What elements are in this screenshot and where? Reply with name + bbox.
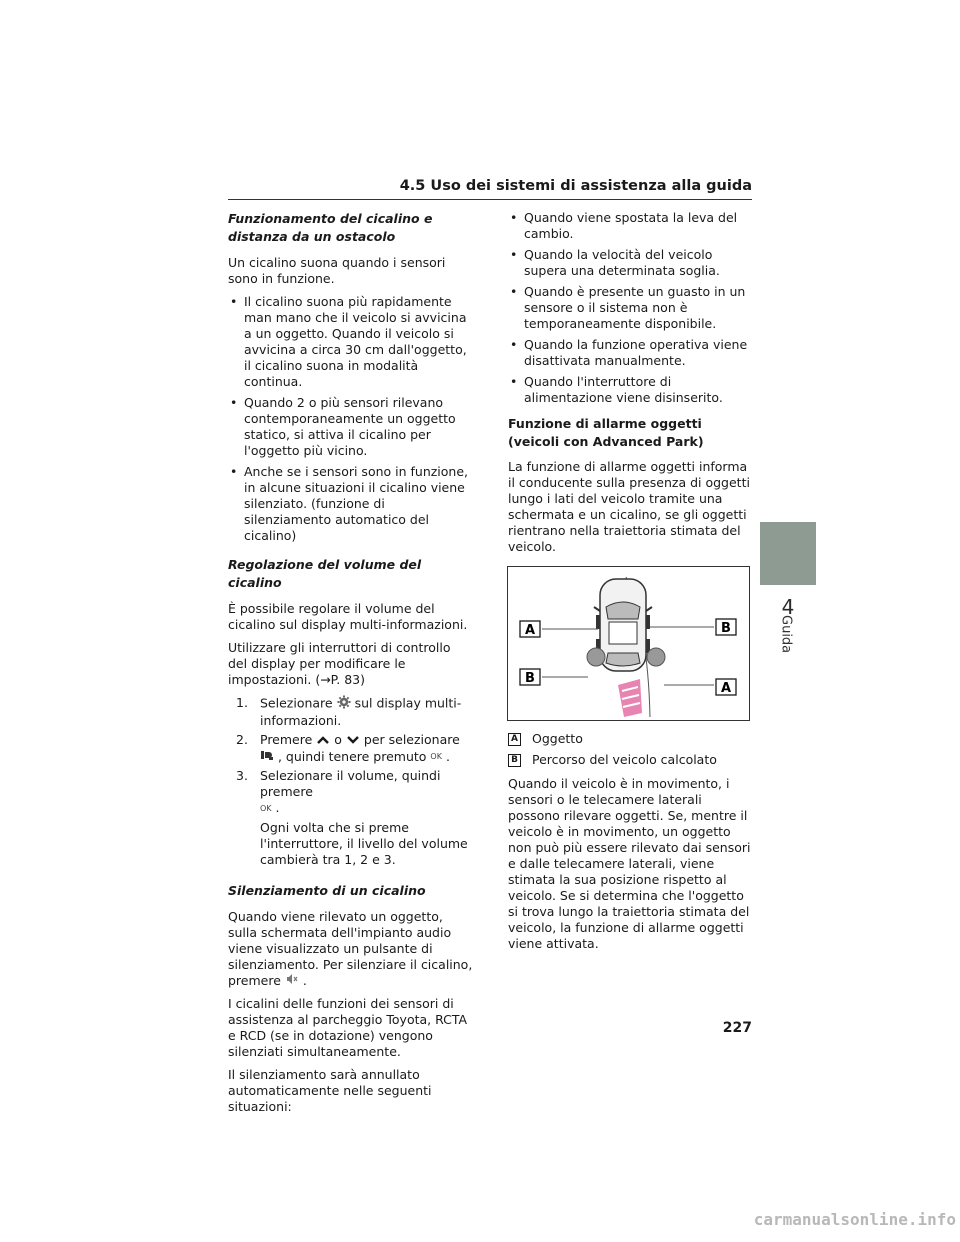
paragraph: Quando il veicolo è in movimento, i sensori o le telecamere laterali possono rilevare oggetti. Se, mentre il veicolo è in movimento, un oggetto non può più essere rilevato dai sensori e dalle telecamere laterali, viene stimata la sua posizione rispetto al veicolo. Se si determina che l'oggetto si trova lungo la traiettoria stimata del veicolo, la funzione di allarme oggetti viene attivata. — [508, 776, 751, 951]
step-text: , quindi tenere premuto — [277, 748, 427, 764]
paragraph: I cicalini delle funzioni dei sensori di assistenza al parcheggio Toyota, RCTA e RCD (se in dotazione) vengono silenziati simultaneamente. — [228, 996, 468, 1059]
step-text: per selezionare — [363, 732, 460, 747]
step-text: Selezionare — [260, 695, 333, 711]
heading-object-alert: Funzione di allarme oggetti (veicoli con Advanced Park) — [508, 416, 704, 449]
step-text: . — [445, 748, 450, 764]
chapter-tab — [760, 522, 816, 585]
paragraph: Il silenziamento sarà annullato automaticamente nelle seguenti situazioni: — [228, 1067, 432, 1114]
mute-icon — [285, 973, 299, 989]
step-text: . — [275, 800, 280, 815]
bullet-item: • Il cicalino suona più rapidamente man mano che il veicolo si avvicina a un oggetto. Quando il veicolo si avvicina a circa 30 cm dall'oggetto, il cicalino suona in modalità continua. — [228, 294, 473, 390]
paragraph — [228, 909, 473, 990]
step-2 — [228, 732, 473, 765]
step-number: 1. — [236, 695, 248, 710]
paragraph: È possibile regolare il volume del cicalino sul display multi-informazioni. — [228, 601, 468, 632]
bullet-item: • Quando viene spostata la leva del cambio. — [508, 210, 752, 242]
chapter-number: 4 — [781, 595, 795, 619]
figure-legend-and-text — [508, 731, 752, 959]
step-text: Premere — [260, 732, 313, 747]
paragraph-text: Quando viene rilevato un oggetto, sulla schermata dell'impianto audio viene visualizzato un pulsante di silenziamento. Per silenziare il cicalino, premere — [228, 908, 473, 988]
heading-buzzer-distance: Funzionamento del cicalino e distanza da un ostacolo — [228, 211, 433, 244]
paragraph: La funzione di allarme oggetti informa il conducente sulla presenza di oggetti lungo i lati del veicolo tramite una schermata e un cicalino, se gli oggetti rientrano nella traiettoria stimata del veicolo. — [508, 459, 750, 554]
step-1 — [228, 695, 473, 729]
heading-mute: Silenziamento di un cicalino — [228, 882, 426, 898]
heading-volume: Regolazione del volume del cicalino — [228, 557, 422, 590]
bullet-item: • Quando la velocità del veicolo supera una determinata soglia. — [508, 247, 752, 279]
ok-icon: OK — [260, 803, 272, 813]
step-text: o — [334, 732, 342, 747]
svg-text:B: B — [721, 621, 731, 636]
gear-icon — [337, 695, 351, 713]
step-3 — [228, 768, 473, 817]
legend-text: Oggetto — [532, 731, 583, 746]
svg-text:A: A — [720, 681, 732, 696]
bullet-item: • Quando la funzione operativa viene disattivata manualmente. — [508, 337, 752, 369]
svg-text:A: A — [524, 623, 536, 638]
step-note: Ogni volta che si preme l'interruttore, il livello del volume cambierà tra 1, 2 e 3. — [260, 819, 468, 867]
header-rule — [228, 199, 752, 200]
right-column — [508, 210, 752, 562]
bullet-item: • Quando è presente un guasto in un sensore o il sistema non è temporaneamente disponibile. — [508, 284, 752, 332]
label-a-1 — [520, 621, 540, 638]
paragraph: Utilizzare gli interruttori di controllo del display per modificare le impostazioni. (→P. 83) — [228, 640, 451, 687]
legend-item — [508, 752, 752, 768]
parking-sensor-icon — [260, 749, 274, 765]
legend-text: Percorso del veicolo calcolato — [532, 752, 717, 767]
bullet-item: • Quando 2 o più sensori rilevano contemporaneamente un oggetto statico, si attiva il cicalino per l'oggetto più vicino. — [228, 395, 473, 459]
path-arrow — [618, 679, 642, 717]
paragraph: Un cicalino suona quando i sensori sono in funzione. — [228, 255, 446, 286]
legend-key: A — [508, 733, 521, 746]
step-text: sul display multi-informazioni. — [260, 695, 462, 728]
watermark: carmanualsonline.info — [753, 1210, 956, 1229]
object-alert-diagram — [507, 566, 750, 721]
ok-icon: OK — [430, 752, 442, 761]
chevron-up-icon — [316, 733, 330, 749]
bullet-item: • Anche se i sensori sono in funzione, in alcune situazioni il cicalino viene silenziato. (funzione di silenziamento automatico del cicalino) — [228, 464, 473, 544]
label-b-2 — [520, 669, 540, 686]
left-column — [228, 210, 473, 1122]
legend-item — [508, 731, 752, 747]
page-number: 227 — [722, 1020, 752, 1036]
svg-text:B: B — [525, 671, 535, 686]
chapter-label: Guida — [778, 615, 794, 654]
step-number: 3. — [236, 768, 248, 783]
paragraph-text: . — [302, 972, 307, 988]
chevron-down-icon — [346, 733, 360, 749]
section-header: 4.5 Uso dei sistemi di assistenza alla guida — [399, 178, 752, 194]
bullet-item: • Quando l'interruttore di alimentazione viene disinserito. — [508, 374, 752, 406]
label-b-1 — [716, 619, 736, 636]
step-text: Selezionare il volume, quindi premere — [260, 768, 441, 799]
label-a-2 — [716, 679, 736, 696]
step-number: 2. — [236, 732, 248, 747]
legend-key: B — [508, 754, 521, 767]
